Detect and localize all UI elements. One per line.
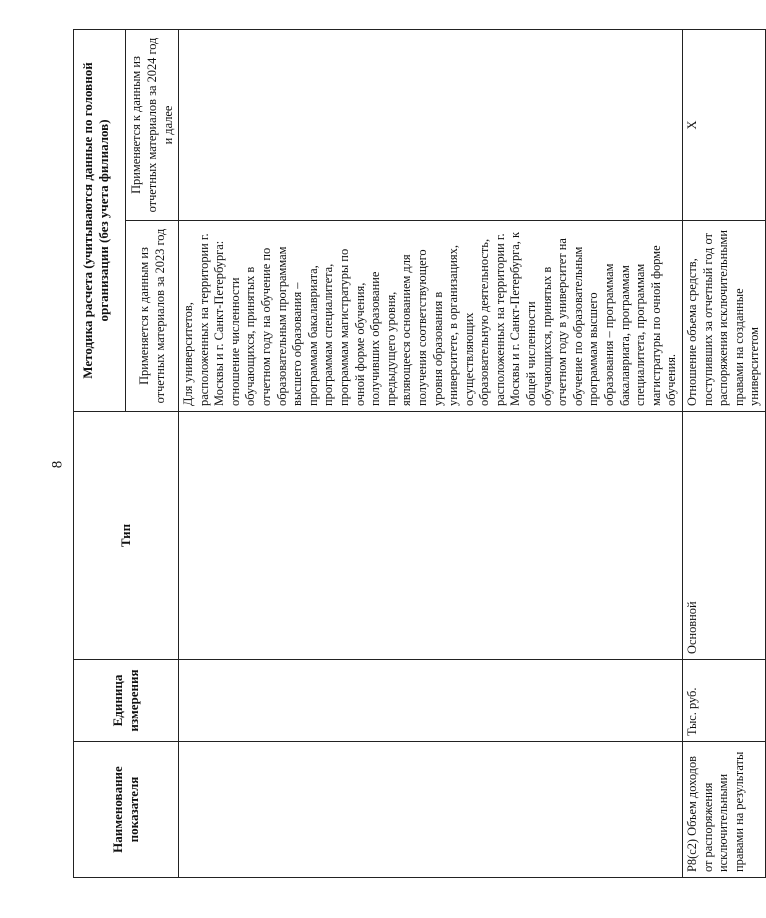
row1-method-2023: Для университетов, расположенных на территории г. Москвы и г. Санкт-Петербурга: отношение численности обучающихся, принятых в отчетном году на обучение по образовательным программам высшего образования – программам бакалавриата, программам специалитета, программам магистратуры по очной форме обучения, получивших образование предыдущего уровня, являющееся основанием для получения соответствующего уровня образования в университете, в организациях, осуществляющих образовательную деятельность, расположенных на территории г. Москвы и г. Санкт-Петербурга, к общей численности обучающихся, принятых в отчетном году в университет на обучение по образовательным программам высшего образования – программам бакалавриата, программам специалитета, программам магистратуры по очной форме обучения. [179, 221, 683, 412]
page-number: 8 [49, 460, 66, 469]
rotated-table-container [73, 30, 762, 878]
header-unit: Единица измерения [74, 660, 179, 742]
table-row [683, 30, 766, 878]
header-method: Методика расчета (учитываются данные по головной организации (без учета филиалов) [74, 30, 126, 412]
row2-unit: Тыс. руб. [683, 660, 766, 742]
row2-type: Основной [683, 412, 766, 660]
header-method-2024: Применяется к данным из отчетных материалов за 2024 год и далее [126, 30, 179, 221]
row1-type [179, 412, 683, 660]
table-row [179, 30, 683, 878]
row2-method-2024: X [683, 30, 766, 221]
row2-indicator-name: P8(c2) Объем доходов от распоряжения исключительными правами на результаты [683, 742, 766, 878]
methodology-table [73, 29, 766, 878]
header-indicator-name: Наименование показателя [74, 742, 179, 878]
row1-unit [179, 660, 683, 742]
row2-method-2023: Отношение объема средств, поступивших за отчетный год от распоряжения исключительными правами на созданные университетом [683, 221, 766, 412]
header-method-2023: Применяется к данным из отчетных материалов за 2023 год [126, 221, 179, 412]
row1-indicator-name [179, 742, 683, 878]
header-type: Тип [74, 412, 179, 660]
row1-method-2024 [179, 30, 683, 221]
